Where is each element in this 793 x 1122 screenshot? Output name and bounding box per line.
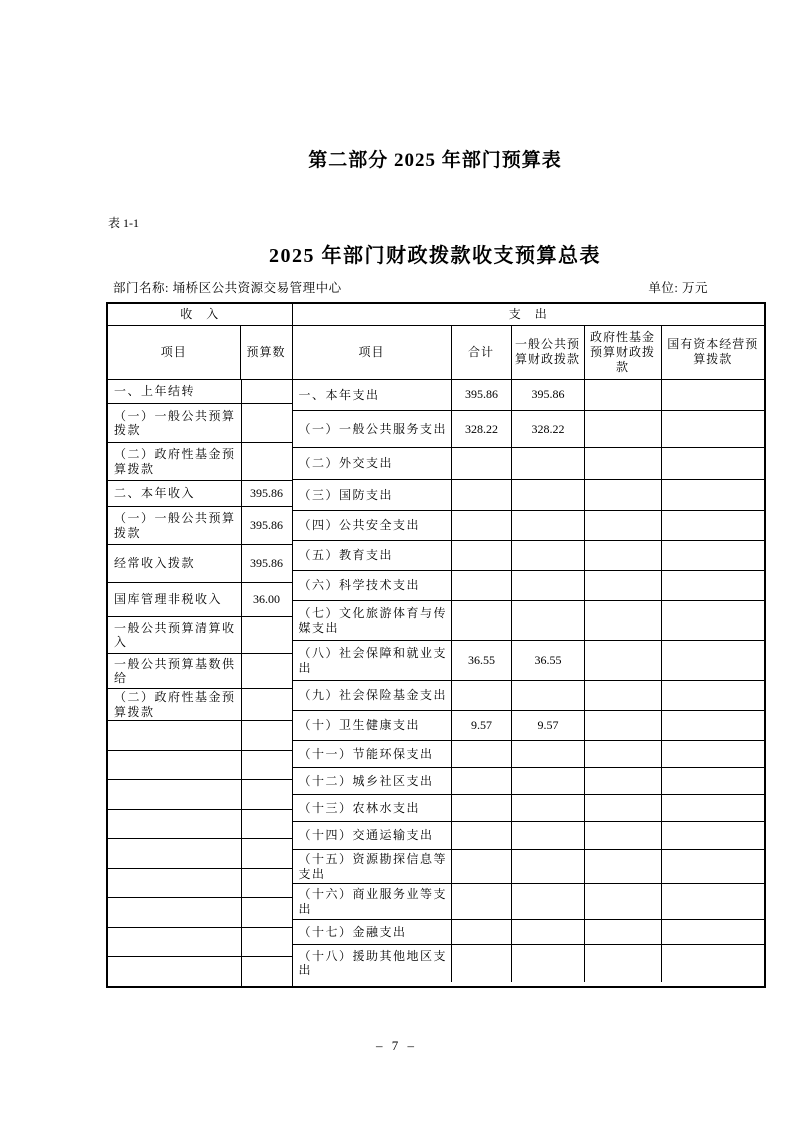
expense-general-budget-cell: [512, 480, 585, 511]
expense-item-cell: （五）教育支出: [293, 541, 452, 571]
section-title: 第二部分 2025 年部门预算表: [308, 150, 562, 171]
expense-item-cell: （一）一般公共服务支出: [293, 411, 452, 448]
expense-state-capital-cell: [662, 601, 765, 641]
expense-row: [293, 945, 765, 982]
expense-gov-fund-cell: [585, 795, 662, 822]
expense-total-cell: [452, 681, 512, 711]
expense-gov-fund-cell: [585, 411, 662, 448]
income-row: [108, 839, 292, 869]
expense-general-budget-cell: [512, 571, 585, 601]
income-row: [108, 810, 292, 839]
income-table: [108, 380, 292, 986]
expense-general-budget-cell: [512, 541, 585, 571]
expense-row: [293, 411, 765, 448]
expense-section: [292, 379, 765, 987]
expense-general-budget-cell: [512, 741, 585, 768]
expense-gov-fund-cell: [585, 601, 662, 641]
expense-general-budget-cell: [512, 681, 585, 711]
income-item-cell: [108, 721, 241, 751]
expense-general-budget-cell: [512, 768, 585, 795]
expense-state-capital-cell: [662, 884, 765, 920]
expense-item-cell: （四）公共安全支出: [293, 511, 452, 541]
expense-total-cell: [452, 541, 512, 571]
expense-item-cell: （十一）节能环保支出: [293, 741, 452, 768]
income-item-cell: 一、上年结转: [108, 380, 241, 404]
income-budget-cell: [241, 654, 292, 689]
expense-row: [293, 822, 765, 850]
income-row: [108, 751, 292, 780]
expense-total-cell: [452, 768, 512, 795]
income-budget-cell: [241, 957, 292, 986]
expense-total-cell: [452, 511, 512, 541]
column-header-general-budget: 一般公共预算财政拨款: [511, 325, 584, 379]
expense-row: [293, 641, 765, 681]
expense-row: [293, 380, 765, 411]
expense-total-cell: 328.22: [452, 411, 512, 448]
column-header-state-capital: 国有资本经营预算拨款: [661, 325, 765, 379]
expense-state-capital-cell: [662, 641, 765, 681]
expense-general-budget-cell: [512, 601, 585, 641]
expense-row: [293, 850, 765, 884]
expense-item-cell: （八）社会保障和就业支出: [293, 641, 452, 681]
expense-item-cell: （九）社会保险基金支出: [293, 681, 452, 711]
expense-state-capital-cell: [662, 411, 765, 448]
expense-total-cell: [452, 741, 512, 768]
income-row: [108, 404, 292, 443]
expense-item-cell: （十二）城乡社区支出: [293, 768, 452, 795]
income-row: [108, 507, 292, 545]
expense-item-cell: （十）卫生健康支出: [293, 711, 452, 741]
table-meta-row: [106, 280, 764, 296]
income-row: [108, 898, 292, 928]
income-budget-cell: 395.86: [241, 507, 292, 545]
expense-row: [293, 741, 765, 768]
income-row: [108, 721, 292, 751]
expense-general-budget-cell: [512, 920, 585, 945]
income-item-cell: 经常收入拨款: [108, 545, 241, 583]
income-budget-cell: 36.00: [241, 583, 292, 617]
expense-general-budget-cell: [512, 850, 585, 884]
column-header-income-budget: 预算数: [240, 325, 292, 379]
expense-gov-fund-cell: [585, 768, 662, 795]
budget-table: [106, 302, 766, 988]
expense-item-cell: （十六）商业服务业等支出: [293, 884, 452, 920]
expense-general-budget-cell: 9.57: [512, 711, 585, 741]
income-item-cell: [108, 957, 241, 986]
expense-item-cell: （十三）农林水支出: [293, 795, 452, 822]
expense-total-cell: [452, 822, 512, 850]
expense-state-capital-cell: [662, 480, 765, 511]
expense-gov-fund-cell: [585, 380, 662, 411]
expense-gov-fund-cell: [585, 711, 662, 741]
income-group-header: 收 入: [107, 303, 292, 325]
income-item-cell: [108, 869, 241, 898]
expense-gov-fund-cell: [585, 571, 662, 601]
income-item-cell: 国库管理非税收入: [108, 583, 241, 617]
income-item-cell: （二）政府性基金预算拨款: [108, 689, 241, 721]
income-row: [108, 380, 292, 404]
expense-group-header: 支 出: [292, 303, 765, 325]
expense-gov-fund-cell: [585, 945, 662, 982]
expense-row: [293, 681, 765, 711]
expense-total-cell: [452, 884, 512, 920]
income-item-cell: 二、本年收入: [108, 481, 241, 507]
expense-total-cell: [452, 920, 512, 945]
expense-row: [293, 448, 765, 480]
income-budget-cell: [241, 721, 292, 751]
column-header-row: [107, 325, 765, 379]
expense-total-cell: [452, 795, 512, 822]
expense-general-budget-cell: 36.55: [512, 641, 585, 681]
expense-total-cell: [452, 571, 512, 601]
expense-item-cell: （三）国防支出: [293, 480, 452, 511]
group-header-row: [107, 303, 765, 325]
income-section: [107, 379, 292, 987]
expense-gov-fund-cell: [585, 511, 662, 541]
income-row: [108, 481, 292, 507]
expense-total-cell: [452, 945, 512, 982]
expense-state-capital-cell: [662, 850, 765, 884]
expense-row: [293, 768, 765, 795]
unit-label: 单位: 万元: [648, 281, 708, 295]
column-header-total: 合计: [451, 325, 511, 379]
expense-total-cell: 36.55: [452, 641, 512, 681]
expense-general-budget-cell: [512, 945, 585, 982]
expense-state-capital-cell: [662, 681, 765, 711]
expense-state-capital-cell: [662, 822, 765, 850]
column-header-expense-item: 项目: [292, 325, 451, 379]
expense-total-cell: [452, 601, 512, 641]
income-item-cell: [108, 839, 241, 869]
income-budget-cell: [241, 689, 292, 721]
page-content: [106, 0, 764, 988]
income-item-cell: 一般公共预算基数供给: [108, 654, 241, 689]
expense-state-capital-cell: [662, 920, 765, 945]
expense-gov-fund-cell: [585, 480, 662, 511]
income-row: [108, 869, 292, 898]
expense-gov-fund-cell: [585, 822, 662, 850]
income-row: [108, 545, 292, 583]
income-budget-cell: [241, 404, 292, 443]
table-title: 2025 年部门财政拨款收支预算总表: [269, 245, 601, 267]
income-item-cell: （二）政府性基金预算拨款: [108, 443, 241, 481]
expense-general-budget-cell: [512, 822, 585, 850]
department-name: 部门名称: 埇桥区公共资源交易管理中心: [113, 281, 342, 295]
income-item-cell: [108, 780, 241, 810]
expense-total-cell: 9.57: [452, 711, 512, 741]
expense-state-capital-cell: [662, 741, 765, 768]
income-budget-cell: [241, 839, 292, 869]
expense-general-budget-cell: [512, 795, 585, 822]
expense-item-cell: （六）科学技术支出: [293, 571, 452, 601]
expense-row: [293, 920, 765, 945]
expense-state-capital-cell: [662, 945, 765, 982]
income-budget-cell: [241, 380, 292, 404]
income-budget-cell: [241, 617, 292, 654]
income-item-cell: 一般公共预算清算收入: [108, 617, 241, 654]
income-item-cell: [108, 810, 241, 839]
income-item-cell: [108, 928, 241, 957]
income-budget-cell: 395.86: [241, 481, 292, 507]
expense-total-cell: [452, 480, 512, 511]
income-item-cell: （一）一般公共预算拨款: [108, 507, 241, 545]
expense-general-budget-cell: [512, 511, 585, 541]
expense-row: [293, 571, 765, 601]
expense-item-cell: 一、本年支出: [293, 380, 452, 411]
income-budget-cell: [241, 810, 292, 839]
expense-gov-fund-cell: [585, 741, 662, 768]
expense-state-capital-cell: [662, 511, 765, 541]
expense-state-capital-cell: [662, 380, 765, 411]
expense-item-cell: （十七）金融支出: [293, 920, 452, 945]
income-budget-cell: 395.86: [241, 545, 292, 583]
income-budget-cell: [241, 869, 292, 898]
expense-total-cell: [452, 448, 512, 480]
expense-gov-fund-cell: [585, 920, 662, 945]
expense-row: [293, 541, 765, 571]
expense-gov-fund-cell: [585, 641, 662, 681]
expense-item-cell: （十四）交通运输支出: [293, 822, 452, 850]
expense-state-capital-cell: [662, 768, 765, 795]
page-number: – 7 –: [376, 1038, 417, 1053]
expense-total-cell: [452, 850, 512, 884]
expense-item-cell: （十五）资源勘探信息等支出: [293, 850, 452, 884]
expense-state-capital-cell: [662, 448, 765, 480]
income-budget-cell: [241, 928, 292, 957]
income-budget-cell: [241, 443, 292, 481]
income-row: [108, 443, 292, 481]
expense-gov-fund-cell: [585, 681, 662, 711]
expense-state-capital-cell: [662, 795, 765, 822]
income-budget-cell: [241, 898, 292, 928]
income-row: [108, 654, 292, 689]
income-row: [108, 617, 292, 654]
expense-total-cell: 395.86: [452, 380, 512, 411]
expense-row: [293, 511, 765, 541]
expense-row: [293, 884, 765, 920]
column-header-gov-fund: 政府性基金预算财政拨款: [584, 325, 661, 379]
income-row: [108, 928, 292, 957]
expense-state-capital-cell: [662, 571, 765, 601]
expense-state-capital-cell: [662, 711, 765, 741]
table-body-row: [107, 379, 765, 987]
expense-row: [293, 601, 765, 641]
income-item-cell: （一）一般公共预算拨款: [108, 404, 241, 443]
expense-table: [293, 380, 765, 982]
expense-item-cell: （十八）援助其他地区支出: [293, 945, 452, 982]
expense-general-budget-cell: [512, 884, 585, 920]
expense-row: [293, 795, 765, 822]
income-row: [108, 957, 292, 986]
income-budget-cell: [241, 780, 292, 810]
table-label: 表 1-1: [108, 216, 139, 230]
expense-general-budget-cell: 328.22: [512, 411, 585, 448]
expense-gov-fund-cell: [585, 850, 662, 884]
income-item-cell: [108, 898, 241, 928]
expense-row: [293, 480, 765, 511]
expense-state-capital-cell: [662, 541, 765, 571]
expense-gov-fund-cell: [585, 541, 662, 571]
expense-gov-fund-cell: [585, 448, 662, 480]
income-item-cell: [108, 751, 241, 780]
expense-general-budget-cell: 395.86: [512, 380, 585, 411]
income-row: [108, 780, 292, 810]
expense-row: [293, 711, 765, 741]
income-budget-cell: [241, 751, 292, 780]
expense-general-budget-cell: [512, 448, 585, 480]
expense-gov-fund-cell: [585, 884, 662, 920]
expense-item-cell: （二）外交支出: [293, 448, 452, 480]
column-header-income-item: 项目: [107, 325, 240, 379]
income-row: [108, 583, 292, 617]
expense-item-cell: （七）文化旅游体育与传媒支出: [293, 601, 452, 641]
income-row: [108, 689, 292, 721]
